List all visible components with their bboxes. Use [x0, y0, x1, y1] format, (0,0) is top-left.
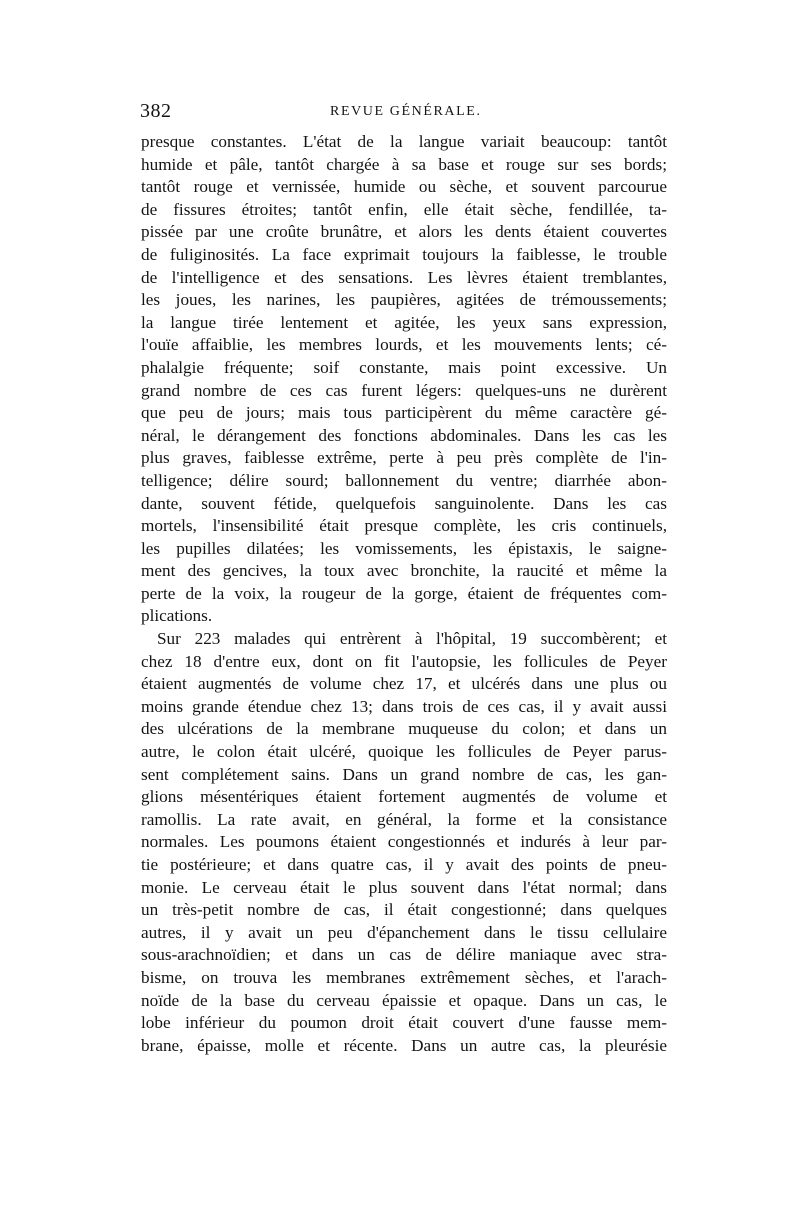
- body-text: [141, 131, 667, 1057]
- text-line: autres, il y avait un peu d'épanchement dans le tissu cellulaire: [141, 922, 667, 942]
- text-line: moins grande étendue chez 13; dans trois de ces cas, il y avait aussi: [141, 696, 667, 716]
- text-line: pissée par une croûte brunâtre, et alors les dents étaient couvertes: [141, 222, 667, 242]
- text-line: phalalgie fréquente; soif constante, mais point excessive. Un: [141, 357, 667, 377]
- running-title: REVUE GÉNÉRALE.: [330, 104, 482, 119]
- text-line: de fissures étroites; tantôt enfin, elle était sèche, fendillée, ta-: [141, 199, 667, 219]
- text-line: mortels, l'insensibilité était presque complète, les cris continuels,: [141, 516, 667, 536]
- paragraph-start-line: Sur 223 malades qui entrèrent à l'hôpital, 19 succombèrent; et: [157, 629, 667, 649]
- text-line: autre, le colon était ulcéré, quoique les follicules de Peyer parus-: [141, 742, 667, 762]
- text-line: néral, le dérangement des fonctions abdominales. Dans les cas les: [141, 425, 667, 445]
- text-line: les joues, les narines, les paupières, agitées de trémoussements;: [141, 290, 667, 310]
- text-line: humide et pâle, tantôt chargée à sa base et rouge sur ses bords;: [141, 154, 667, 174]
- text-line: de fuliginosités. La face exprimait toujours la faiblesse, le trouble: [141, 244, 667, 264]
- text-line: presque constantes. L'état de la langue variait beaucoup: tantôt: [141, 132, 667, 151]
- text-line: de l'intelligence et des sensations. Les lèvres étaient tremblantes,: [141, 267, 667, 287]
- text-line: noïde de la base du cerveau épaissie et opaque. Dans un cas, le: [141, 990, 667, 1010]
- text-line: la langue tirée lentement et agitée, les yeux sans expression,: [141, 312, 667, 332]
- text-line: les pupilles dilatées; les vomissements, les épistaxis, le saigne-: [141, 538, 667, 558]
- text-line: que peu de jours; mais tous participèrent du même caractère gé-: [141, 403, 667, 423]
- text-line: telligence; délire sourd; ballonnement du ventre; diarrhée abon-: [141, 470, 667, 490]
- text-line: lobe inférieur du poumon droit était couvert d'une fausse mem-: [141, 1013, 667, 1033]
- text-line: sent complétement sains. Dans un grand nombre de cas, les gan-: [141, 764, 667, 784]
- text-line: monie. Le cerveau était le plus souvent dans l'état normal; dans: [141, 877, 667, 897]
- running-head: [140, 100, 667, 126]
- text-line: sous-arachnoïdien; et dans un cas de délire maniaque avec stra-: [141, 945, 667, 965]
- paragraph-end-line: plications.: [141, 606, 213, 626]
- text-line: plus graves, faiblesse extrême, perte à peu près complète de l'in-: [141, 448, 667, 468]
- text-line: un très-petit nombre de cas, il était congestionné; dans quelques: [141, 900, 667, 920]
- text-line: ramollis. La rate avait, en général, la forme et la consistance: [141, 809, 667, 829]
- text-line: bisme, on trouva les membranes extrêmement sèches, et l'arach-: [141, 967, 667, 987]
- page-number: 382: [140, 100, 172, 122]
- text-line: tantôt rouge et vernissée, humide ou sèche, et souvent parcourue: [141, 177, 667, 197]
- text-line: brane, épaisse, molle et récente. Dans un autre cas, la pleurésie: [141, 1035, 667, 1055]
- text-line: ment des gencives, la toux avec bronchite, la raucité et même la: [141, 561, 667, 581]
- text-line: tie postérieure; et dans quatre cas, il y avait des points de pneu-: [141, 855, 667, 874]
- text-line: des ulcérations de la membrane muqueuse du colon; et dans un: [141, 719, 667, 739]
- text-line: chez 18 d'entre eux, dont on fit l'autopsie, les follicules de Peyer: [141, 651, 667, 671]
- text-line: normales. Les poumons étaient congestionnés et indurés à leur par-: [141, 832, 667, 852]
- text-line: glions mésentériques étaient fortement augmentés de volume et: [141, 787, 667, 807]
- text-line: dante, souvent fétide, quelquefois sanguinolente. Dans les cas: [141, 493, 667, 513]
- text-line: étaient augmentés de volume chez 17, et ulcérés dans une plus ou: [141, 674, 667, 694]
- text-line: l'ouïe affaiblie, les membres lourds, et les mouvements lents; cé-: [141, 335, 667, 355]
- text-line: perte de la voix, la rougeur de la gorge, étaient de fréquentes com-: [141, 583, 667, 603]
- text-line: grand nombre de ces cas furent légers: quelques-uns ne durèrent: [141, 380, 667, 400]
